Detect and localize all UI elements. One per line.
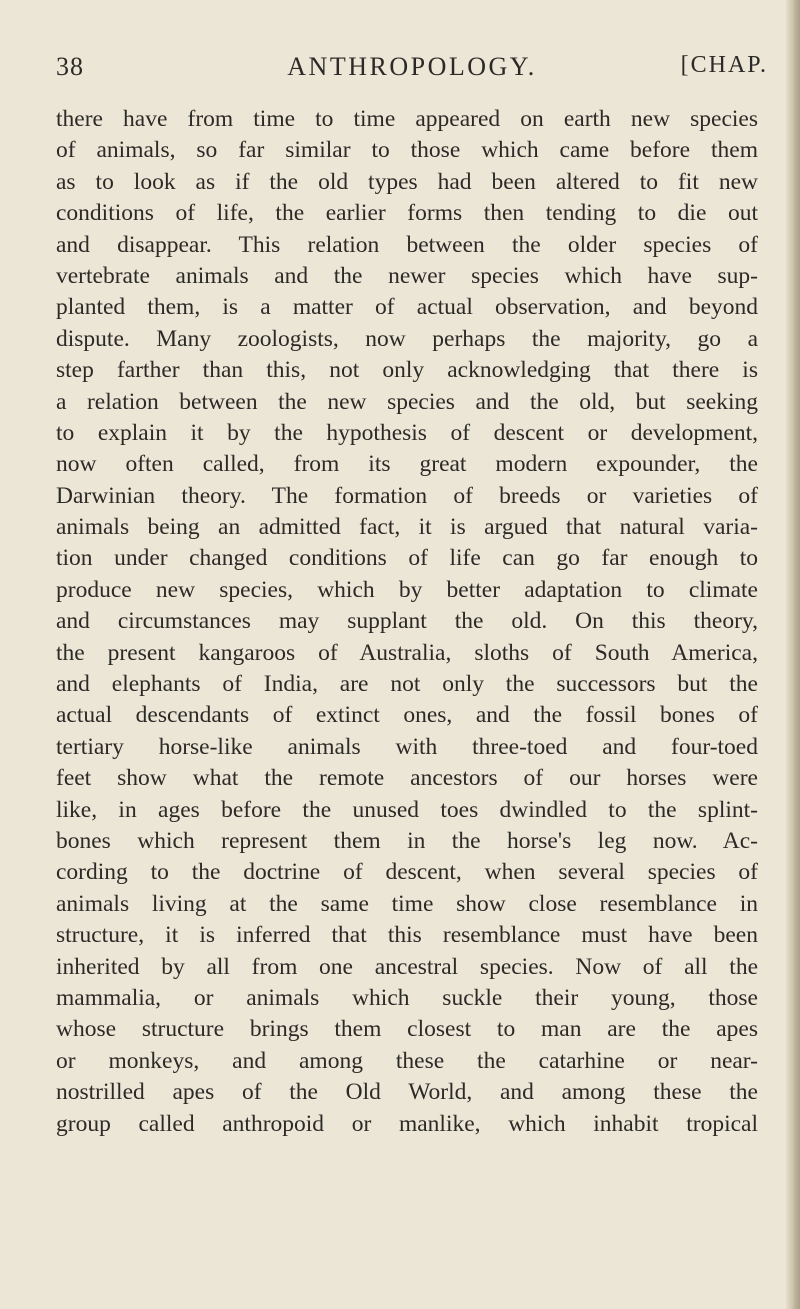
text-line: tertiary horse-like animals with three-toed and four-toed (56, 733, 758, 760)
text-line: mammalia, or animals which suckle their young, those (56, 984, 758, 1011)
text-line: to explain it by the hypothesis of descent or development, (56, 419, 758, 446)
text-line: vertebrate animals and the newer species which have sup- (56, 262, 758, 289)
text-line: animals being an admitted fact, it is argued that natural varia- (56, 514, 758, 541)
text-line: cording to the doctrine of descent, when several species of (56, 859, 758, 886)
text-line: step farther than this, not only acknowledging that there is (56, 357, 758, 384)
page-edge-shadow (786, 0, 800, 1309)
text-line: dispute. Many zoologists, now perhaps the majority, go a (56, 325, 758, 352)
text-line: or monkeys, and among these the catarhine or near- (56, 1047, 758, 1074)
page-number: 38 (56, 52, 84, 81)
text-line: and disappear. This relation between the older species of (56, 231, 758, 258)
text-line: whose structure brings them closest to man are the apes (56, 1016, 758, 1043)
text-line: actual descendants of extinct ones, and the fossil bones of (56, 702, 758, 729)
text-line: nostrilled apes of the Old World, and among these the (56, 1079, 758, 1106)
text-line: planted them, is a matter of actual observation, and beyond (56, 294, 758, 321)
running-head (56, 52, 768, 88)
text-line: animals living at the same time show close resemblance in (56, 890, 758, 917)
text-line: there have from time to time appeared on earth new species (56, 106, 758, 132)
text-line: like, in ages before the unused toes dwindled to the splint- (56, 796, 758, 823)
text-line: now often called, from its great modern expounder, the (56, 451, 758, 478)
text-line: the present kangaroos of Australia, sloths of South America, (56, 639, 758, 666)
text-line: structure, it is inferred that this resemblance must have been (56, 922, 758, 949)
text-line: produce new species, which by better adaptation to climate (56, 576, 758, 603)
text-line: and circumstances may supplant the old. On this theory, (56, 608, 758, 635)
text-line: bones which represent them in the horse's leg now. Ac- (56, 827, 758, 854)
text-line: conditions of life, the earlier forms then tending to die out (56, 200, 758, 227)
text-line: feet show what the remote ancestors of our horses were (56, 765, 758, 792)
body-text (56, 104, 758, 1140)
text-line: as to look as if the old types had been altered to fit new (56, 168, 758, 195)
text-line: tion under changed conditions of life can go far enough to (56, 545, 758, 572)
text-line: Darwinian theory. The formation of breeds or varieties of (56, 482, 758, 509)
text-line: and elephants of India, are not only the successors but the (56, 671, 758, 698)
text-line: group called anthropoid or manlike, which inhabit tropical (56, 1110, 758, 1137)
text-line: a relation between the new species and the old, but seeking (56, 388, 758, 415)
chapter-marker: [CHAP. (680, 52, 768, 78)
page-title: ANTHROPOLOGY. (287, 52, 537, 81)
text-line: of animals, so far similar to those which came before them (56, 137, 758, 164)
text-line: inherited by all from one ancestral species. Now of all the (56, 953, 758, 980)
